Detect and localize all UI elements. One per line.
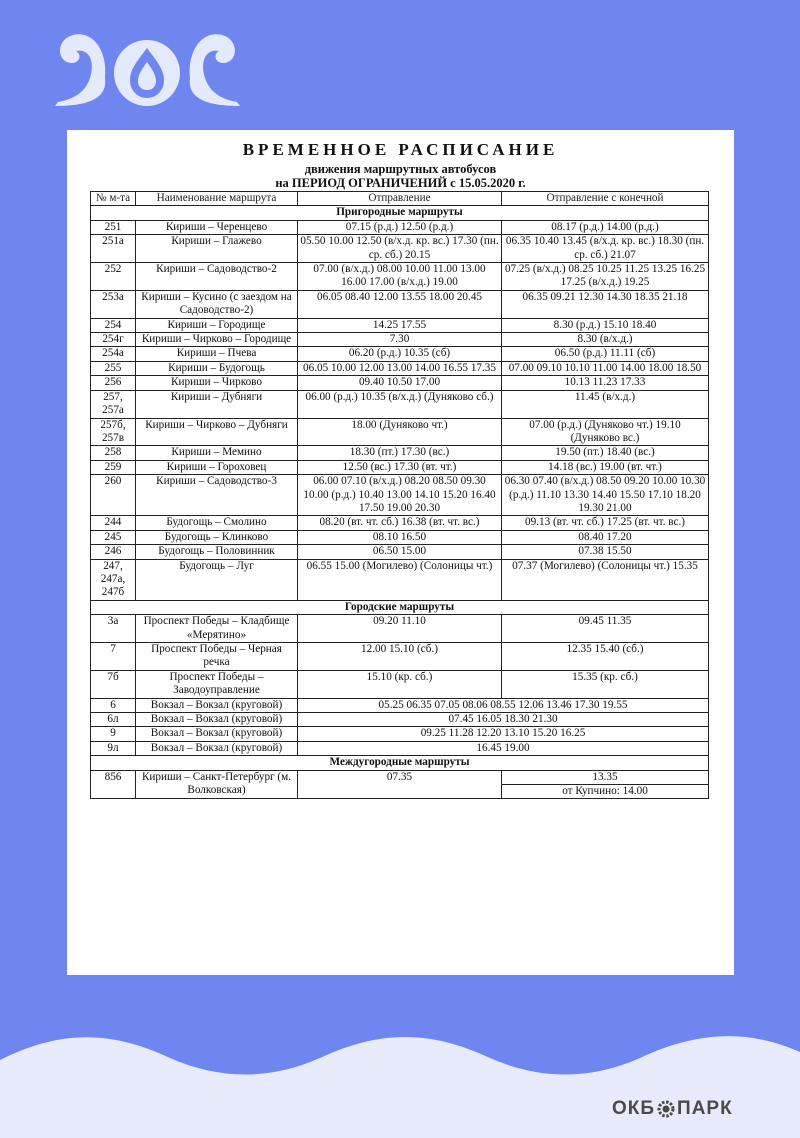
departure-times: 18.00 (Дуняково чт.) — [298, 418, 502, 446]
route-number: 256 — [91, 376, 136, 390]
route-number: 260 — [91, 475, 136, 516]
route-name: Вокзал – Вокзал (круговой) — [136, 698, 298, 712]
route-number: 251а — [91, 235, 136, 263]
table-row — [91, 318, 709, 332]
wave-decoration — [0, 1030, 800, 1138]
departure-times: 12.00 15.10 (сб.) — [298, 643, 502, 671]
departure-times: 09.25 11.28 12.20 13.10 15.20 16.25 — [298, 727, 709, 741]
return-times: 07.00 09.10 10.10 11.00 14.00 18.00 18.50 — [502, 361, 709, 375]
route-name: Кириши – Гороховец — [136, 460, 298, 474]
table-row — [91, 376, 709, 390]
schedule-subtitle — [67, 162, 734, 190]
departure-times: 05.25 06.35 07.05 08.06 08.55 12.06 13.46 17.30 19.55 — [298, 698, 709, 712]
table-row — [91, 516, 709, 530]
departure-times: 07.35 — [298, 770, 502, 799]
departure-times: 07.45 16.05 18.30 21.30 — [298, 713, 709, 727]
table-row — [91, 333, 709, 347]
table-row — [91, 713, 709, 727]
route-name: Кириши – Садоводство-3 — [136, 475, 298, 516]
route-number: 254 — [91, 318, 136, 332]
section-title: Городские маршруты — [91, 600, 709, 614]
gear-icon — [656, 1099, 676, 1119]
table-row — [91, 545, 709, 559]
table-row — [91, 741, 709, 755]
table-row — [91, 770, 709, 784]
route-name: Кириши – Городище — [136, 318, 298, 332]
return-times: 07.25 (в/х.д.) 08.25 10.25 11.25 13.25 16.25 17.25 (в/х.д.) 19.25 — [502, 263, 709, 291]
route-number: 253а — [91, 290, 136, 318]
route-name: Вокзал – Вокзал (круговой) — [136, 741, 298, 755]
return-times: 15.35 (кр. сб.) — [502, 670, 709, 698]
return-times: 06.50 (р.д.) 11.11 (сб) — [502, 347, 709, 361]
return-times: 09.13 (вт. чт. сб.) 17.25 (вт. чт. вс.) — [502, 516, 709, 530]
route-name: Кириши – Санкт-Петербург (м. Волковская) — [136, 770, 298, 799]
route-name: Кириши – Садоводство-2 — [136, 263, 298, 291]
route-name: Будогощь – Половинник — [136, 545, 298, 559]
return-times: 8.30 (в/х.д.) — [502, 333, 709, 347]
departure-times: 18.30 (пт.) 17.30 (вс.) — [298, 446, 502, 460]
header-return: Отправление с конечной — [502, 192, 709, 206]
schedule-sheet — [67, 130, 734, 975]
route-name: Кириши – Кусино (с заездом на Садоводство-2) — [136, 290, 298, 318]
brand-left: ОКБ — [612, 1098, 656, 1119]
route-number: 254г — [91, 333, 136, 347]
route-name: Кириши – Пчева — [136, 347, 298, 361]
departure-times: 06.05 08.40 12.00 13.55 18.00 20.45 — [298, 290, 502, 318]
route-number: 254а — [91, 347, 136, 361]
route-name: Вокзал – Вокзал (круговой) — [136, 713, 298, 727]
departure-times: 06.50 15.00 — [298, 545, 502, 559]
brand-logo — [612, 1098, 733, 1120]
route-number: 257, 257а — [91, 390, 136, 418]
route-name: Будогощь – Смолино — [136, 516, 298, 530]
route-number: 856 — [91, 770, 136, 799]
departure-times: 15.10 (кр. сб.) — [298, 670, 502, 698]
table-row — [91, 559, 709, 600]
route-number: 7 — [91, 643, 136, 671]
table-row — [91, 446, 709, 460]
route-number: 252 — [91, 263, 136, 291]
table-row — [91, 347, 709, 361]
table-row — [91, 530, 709, 544]
header-num: № м-та — [91, 192, 136, 206]
return-times: 08.40 17.20 — [502, 530, 709, 544]
route-name: Проспект Победы – Заводоуправление — [136, 670, 298, 698]
section-row-suburban — [91, 206, 709, 220]
route-number: 6л — [91, 713, 136, 727]
route-name: Вокзал – Вокзал (круговой) — [136, 727, 298, 741]
header-name: Наименование маршрута — [136, 192, 298, 206]
departure-times: 06.00 (р.д.) 10.35 (в/х.д.) (Дуняково сб.) — [298, 390, 502, 418]
departure-times: 09.20 11.10 — [298, 615, 502, 643]
departure-times: 12.50 (вс.) 17.30 (вт. чт.) — [298, 460, 502, 474]
section-title: Междугородные маршруты — [91, 756, 709, 770]
route-name: Кириши – Будогощь — [136, 361, 298, 375]
route-number: 7б — [91, 670, 136, 698]
departure-times: 06.00 07.10 (в/х.д.) 08.20 08.50 09.30 10.00 (р.д.) 10.40 13.00 14.10 15.20 16.40 17.50 19.00 20.30 — [298, 475, 502, 516]
return-times: 13.35 — [502, 770, 709, 784]
departure-times: 06.20 (р.д.) 10.35 (сб) — [298, 347, 502, 361]
route-number: 244 — [91, 516, 136, 530]
return-times: 08.17 (р.д.) 14.00 (р.д.) — [502, 220, 709, 234]
table-row — [91, 670, 709, 698]
return-times: 07.38 15.50 — [502, 545, 709, 559]
route-number: 255 — [91, 361, 136, 375]
table-row — [91, 475, 709, 516]
departure-times: 08.20 (вт. чт. сб.) 16.38 (вт. чт. вс.) — [298, 516, 502, 530]
route-name: Будогощь – Луг — [136, 559, 298, 600]
return-times: 06.35 09.21 12.30 14.30 18.35 21.18 — [502, 290, 709, 318]
city-emblem-icon — [50, 18, 245, 110]
departure-times: 06.55 15.00 (Могилево) (Солоницы чт.) — [298, 559, 502, 600]
table-row — [91, 615, 709, 643]
departure-times: 14.25 17.55 — [298, 318, 502, 332]
route-name: Проспект Победы – Кладбище «Мерятино» — [136, 615, 298, 643]
table-row — [91, 263, 709, 291]
table-row — [91, 698, 709, 712]
route-number: 9л — [91, 741, 136, 755]
route-number: 245 — [91, 530, 136, 544]
return-times: 12.35 15.40 (сб.) — [502, 643, 709, 671]
route-number: 6 — [91, 698, 136, 712]
route-number: 258 — [91, 446, 136, 460]
table-row — [91, 460, 709, 474]
return-times: 10.13 11.23 17.33 — [502, 376, 709, 390]
return-times: 14.18 (вс.) 19.00 (вт. чт.) — [502, 460, 709, 474]
table-row — [91, 235, 709, 263]
table-row — [91, 390, 709, 418]
route-name: Кириши – Дубняги — [136, 390, 298, 418]
table-row — [91, 643, 709, 671]
route-number: 247, 247а, 247б — [91, 559, 136, 600]
route-name: Кириши – Глажево — [136, 235, 298, 263]
return-note: от Купчино: 14.00 — [502, 785, 709, 799]
header-departure: Отправление — [298, 192, 502, 206]
return-times: 07.37 (Могилево) (Солоницы чт.) 15.35 — [502, 559, 709, 600]
route-name: Проспект Победы – Черная речка — [136, 643, 298, 671]
table-row — [91, 418, 709, 446]
route-name: Кириши – Чирково – Городище — [136, 333, 298, 347]
section-row-intercity — [91, 756, 709, 770]
departure-times: 07.15 (р.д.) 12.50 (р.д.) — [298, 220, 502, 234]
schedule-table — [90, 191, 709, 799]
brand-right: ПАРК — [677, 1098, 733, 1119]
return-times: 07.00 (р.д.) (Дуняково чт.) 19.10 (Дуняково вс.) — [502, 418, 709, 446]
section-title: Пригородные маршруты — [91, 206, 709, 220]
table-row — [91, 361, 709, 375]
return-times: 06.35 10.40 13.45 (в/х.д. кр. вс.) 18.30 (пн. ср. сб.) 21.07 — [502, 235, 709, 263]
departure-times: 06.05 10.00 12.00 13.00 14.00 16.55 17.35 — [298, 361, 502, 375]
table-row — [91, 727, 709, 741]
route-number: 257б, 257в — [91, 418, 136, 446]
route-name: Кириши – Черенцево — [136, 220, 298, 234]
departure-times: 08.10 16.50 — [298, 530, 502, 544]
subtitle-line-1: движения маршрутных автобусов — [304, 162, 497, 176]
return-times: 19.50 (пт.) 18.40 (вс.) — [502, 446, 709, 460]
return-times: 06.30 07.40 (в/х.д.) 08.50 09.20 10.00 10.30 (р.д.) 11.10 13.30 14.40 15.50 17.10 18.20 19.30 21.00 — [502, 475, 709, 516]
departure-times: 09.40 10.50 17.00 — [298, 376, 502, 390]
table-row — [91, 220, 709, 234]
route-name: Кириши – Чирково — [136, 376, 298, 390]
route-number: 259 — [91, 460, 136, 474]
departure-times: 07.00 (в/х.д.) 08.00 10.00 11.00 13.00 16.00 17.00 (в/х.д.) 19.00 — [298, 263, 502, 291]
return-times: 11.45 (в/х.д.) — [502, 390, 709, 418]
departure-times: 16.45 19.00 — [298, 741, 709, 755]
section-row-city — [91, 600, 709, 614]
route-name: Будогощь – Клинково — [136, 530, 298, 544]
route-number: 3а — [91, 615, 136, 643]
table-header-row — [91, 192, 709, 206]
return-times: 09.45 11.35 — [502, 615, 709, 643]
table-row — [91, 290, 709, 318]
route-name: Кириши – Чирково – Дубняги — [136, 418, 298, 446]
route-number: 251 — [91, 220, 136, 234]
route-number: 9 — [91, 727, 136, 741]
route-number: 246 — [91, 545, 136, 559]
schedule-title: ВРЕМЕННОЕ РАСПИСАНИЕ — [242, 140, 559, 159]
departure-times: 05.50 10.00 12.50 (в/х.д. кр. вс.) 17.30 (пн. ср. сб.) 20.15 — [298, 235, 502, 263]
return-times: 8.30 (р.д.) 15.10 18.40 — [502, 318, 709, 332]
subtitle-line-2: на ПЕРИОД ОГРАНИЧЕНИЙ с 15.05.2020 г. — [275, 176, 526, 190]
route-name: Кириши – Мемино — [136, 446, 298, 460]
departure-times: 7.30 — [298, 333, 502, 347]
